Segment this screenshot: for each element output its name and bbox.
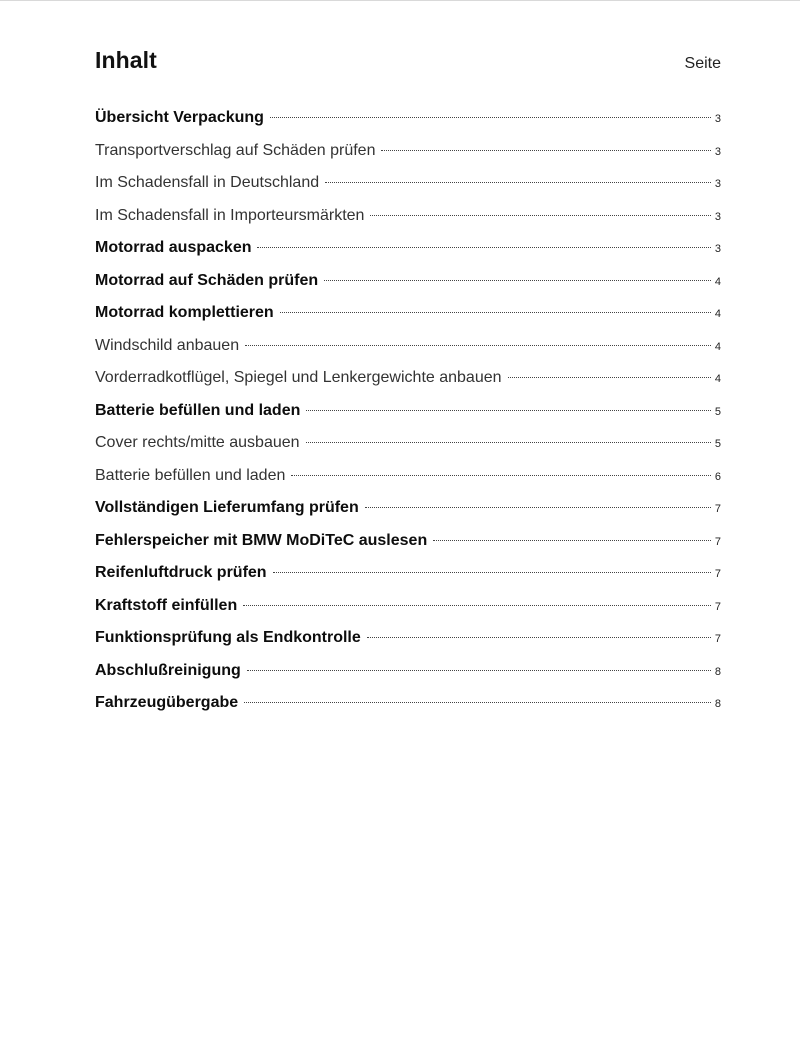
toc-entry-label: Fahrzeugübergabe [95, 694, 239, 711]
toc-entry-label: Motorrad auspacken [95, 239, 252, 256]
toc-entry[interactable] [95, 590, 721, 623]
toc-entry-label: Im Schadensfall in Importeursmärkten [95, 206, 365, 224]
toc-entry-label: Batterie befüllen und laden [95, 466, 286, 484]
dot-leader [273, 572, 711, 573]
dot-leader [247, 670, 711, 671]
dot-leader [367, 637, 711, 638]
toc-entry-label: Fehlerspeicher mit BMW MoDiTeC auslesen [95, 531, 428, 549]
toc-entry-page-number: 3 [714, 113, 721, 125]
toc-entry[interactable] [95, 102, 721, 135]
toc-entry[interactable] [95, 492, 721, 525]
toc-entry-page-number: 3 [714, 178, 721, 190]
dot-leader [365, 507, 711, 508]
toc-entry-label: Transportverschlag auf Schäden prüfen [95, 141, 376, 159]
toc-entry-page-number: 7 [714, 535, 721, 548]
toc-entry[interactable] [95, 200, 721, 233]
toc-entry-page-number: 3 [714, 243, 721, 255]
dot-leader [257, 247, 711, 248]
toc-entry-page-number: 3 [714, 145, 721, 158]
toc-entry-label: Cover rechts/mitte ausbauen [95, 434, 300, 451]
toc-entry[interactable] [95, 167, 721, 200]
toc-entry-label: Windschild anbauen [95, 336, 240, 354]
toc-entry-label: Motorrad auf Schäden prüfen [95, 271, 319, 289]
toc-entry-page-number: 8 [714, 665, 721, 678]
toc-entry-page-number: 7 [714, 503, 721, 515]
toc-entry[interactable] [95, 460, 721, 493]
toc-entry-label: Reifenluftdruck prüfen [95, 564, 267, 581]
toc-entry[interactable] [95, 427, 721, 460]
toc-entry-page-number: 5 [714, 438, 721, 450]
toc-entry-label: Kraftstoff einfüllen [95, 596, 238, 614]
dot-leader [370, 215, 711, 216]
page-column-label: Seite [684, 55, 721, 72]
toc-entry-label: Im Schadensfall in Deutschland [95, 174, 320, 191]
dot-leader [243, 605, 711, 606]
toc-entry-page-number: 6 [714, 470, 721, 483]
toc-entry[interactable] [95, 655, 721, 688]
toc-entry-label: Vorderradkotflügel, Spiegel und Lenkergewichte anbauen [95, 369, 502, 386]
toc-entry-page-number: 7 [714, 633, 721, 645]
toc-entry-label: Abschlußreinigung [95, 661, 241, 679]
dot-leader [433, 540, 711, 541]
toc-entry-page-number: 7 [714, 568, 721, 580]
dot-leader [306, 442, 711, 443]
toc-entry-label: Batterie befüllen und laden [95, 401, 301, 419]
toc-entry-label: Vollständigen Lieferumfang prüfen [95, 499, 359, 516]
toc-entry-page-number: 3 [714, 210, 721, 223]
toc-entry[interactable] [95, 232, 721, 265]
toc-entry-page-number: 4 [714, 308, 721, 320]
toc-entry[interactable] [95, 135, 721, 168]
toc-header [95, 47, 721, 79]
toc-entry-page-number: 4 [714, 275, 721, 288]
toc-entry-page-number: 5 [714, 405, 721, 418]
table-of-contents [95, 102, 721, 720]
toc-entry-page-number: 4 [714, 373, 721, 385]
toc-entry[interactable] [95, 557, 721, 590]
dot-leader [381, 150, 711, 151]
toc-entry-label: Motorrad komplettieren [95, 304, 274, 321]
dot-leader [324, 280, 711, 281]
dot-leader [306, 410, 711, 411]
toc-entry[interactable] [95, 362, 721, 395]
toc-entry[interactable] [95, 687, 721, 720]
dot-leader [280, 312, 711, 313]
toc-entry-label: Übersicht Verpackung [95, 109, 264, 126]
toc-entry-page-number: 8 [714, 698, 721, 710]
toc-entry[interactable] [95, 395, 721, 428]
toc-entry[interactable] [95, 622, 721, 655]
dot-leader [270, 117, 711, 118]
dot-leader [245, 345, 711, 346]
toc-entry-label: Funktionsprüfung als Endkontrolle [95, 629, 361, 646]
toc-entry[interactable] [95, 330, 721, 363]
dot-leader [325, 182, 711, 183]
toc-entry-page-number: 7 [714, 600, 721, 613]
dot-leader [291, 475, 711, 476]
toc-entry[interactable] [95, 265, 721, 298]
page-title: Inhalt [95, 47, 157, 73]
toc-entry-page-number: 4 [714, 340, 721, 353]
toc-entry[interactable] [95, 525, 721, 558]
toc-entry[interactable] [95, 297, 721, 330]
dot-leader [508, 377, 711, 378]
dot-leader [244, 702, 711, 703]
